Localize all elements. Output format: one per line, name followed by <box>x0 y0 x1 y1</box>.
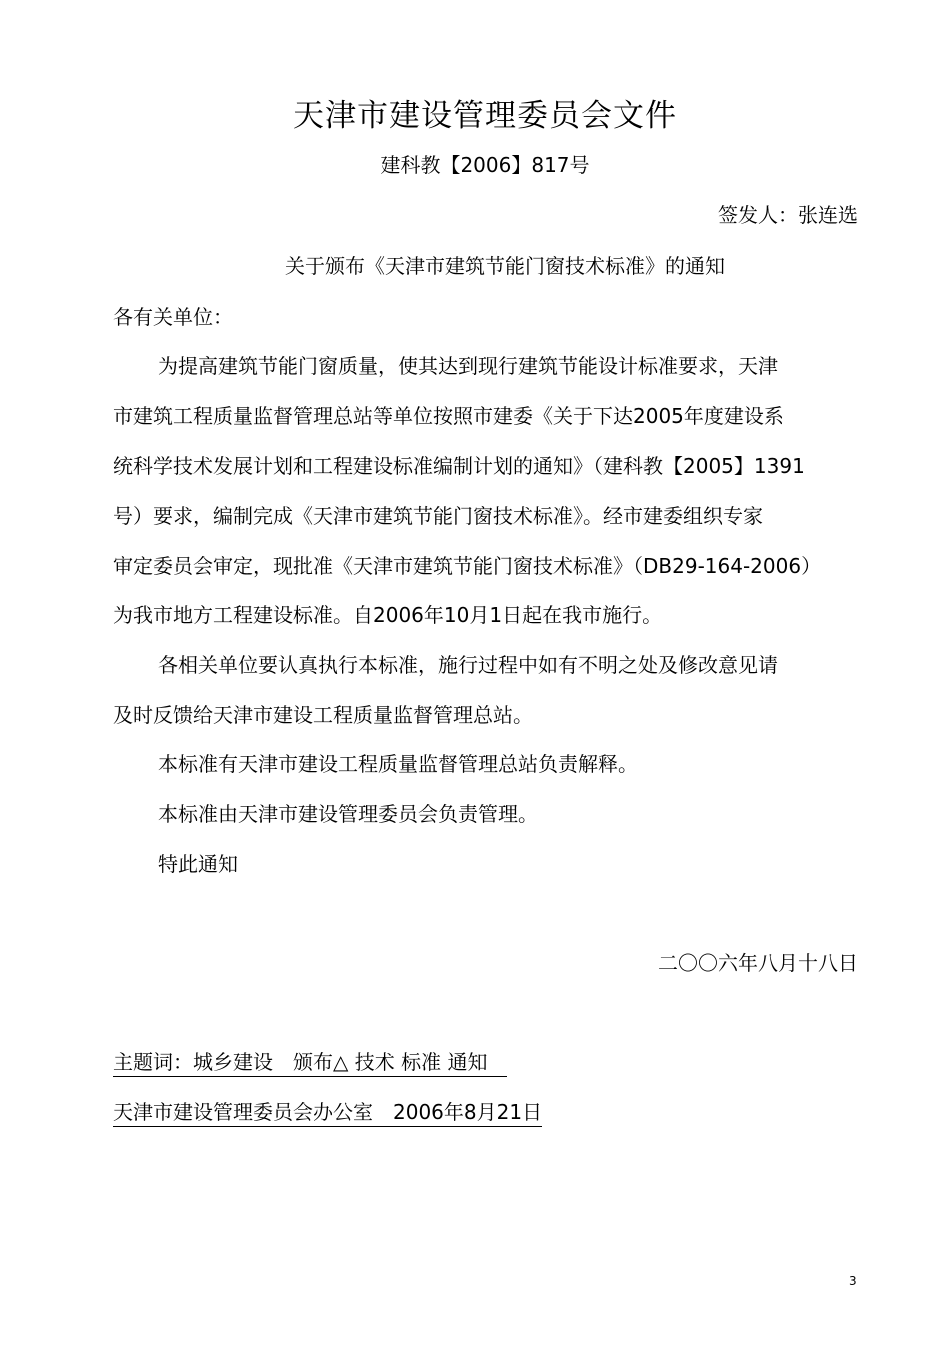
keywords: 主题词：城乡建设 颁布△ 技术 标准 通知 <box>113 1050 507 1077</box>
paragraph-line: 及时反馈给天津市建设工程质量监督管理总站。 <box>113 703 533 727</box>
paragraph-line: 统科学技术发展计划和工程建设标准编制计划的通知》（建科教【2005】1391 <box>113 454 805 478</box>
document-number: 建科教【2006】817号 <box>380 153 590 177</box>
signer: 签发人：张连选 <box>718 203 858 227</box>
paragraph-4: 本标准由天津市建设管理委员会负责管理。 <box>158 802 538 826</box>
notice-subject: 关于颁布《天津市建筑节能门窗技术标准》的通知 <box>285 254 725 278</box>
paragraph-line: 市建筑工程质量监督管理总站等单位按照市建委《关于下达2005年度建设系 <box>113 404 784 428</box>
paragraph-line: 审定委员会审定，现批准《天津市建筑节能门窗技术标准》（DB29-164-2006） <box>113 554 822 578</box>
issuer-line: 天津市建设管理委员会办公室 2006年8月21日 <box>113 1100 542 1127</box>
issue-date: 二〇〇六年八月十八日 <box>658 951 858 975</box>
paragraph-line: 为我市地方工程建设标准。自2006年10月1日起在我市施行。 <box>113 603 663 627</box>
page-number: 3 <box>849 1274 857 1288</box>
closing-line: 特此通知 <box>158 852 238 876</box>
issuer-row <box>113 1100 542 1124</box>
document-title: 天津市建设管理委员会文件 <box>293 98 677 134</box>
paragraph-line: 各相关单位要认真执行本标准，施行过程中如有不明之处及修改意见请 <box>158 653 778 677</box>
keywords-row <box>113 1050 507 1074</box>
paragraph-line: 为提高建筑节能门窗质量，使其达到现行建筑节能设计标准要求，天津 <box>158 354 778 378</box>
paragraph-line: 号）要求，编制完成《天津市建筑节能门窗技术标准》。经市建委组织专家 <box>113 504 763 528</box>
salutation: 各有关单位： <box>113 305 233 329</box>
paragraph-3: 本标准有天津市建设工程质量监督管理总站负责解释。 <box>158 752 638 776</box>
